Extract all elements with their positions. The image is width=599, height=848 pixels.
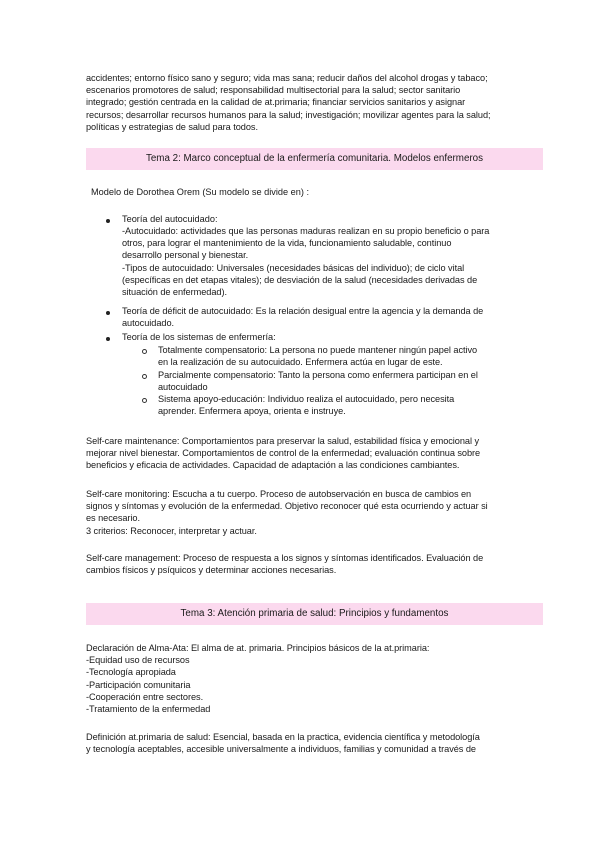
text-line: cambios físicos y psíquicos y determinar acciones necesarias. (86, 565, 337, 576)
list-item: -Tecnología apropiada (86, 667, 176, 678)
self-care-maintenance (86, 435, 526, 472)
text-line: situación de enfermedad). (122, 287, 227, 298)
text-line: recursos; desarrollar recursos humanos para la salud; investigación; movilizar agentes para la salud; (86, 109, 491, 120)
text-line: otros, para lograr el mantenimiento de la vida, funcionamiento saludable, continuo (122, 238, 452, 249)
list-item: -Participación comunitaria (86, 679, 191, 690)
text-line: Sistema apoyo-educación: Individuo realiza el autocuidado, pero necesita (158, 394, 455, 404)
text-line: integrado; gestión centrada en la calidad de at.primaria; financiar servicios sanitarios y asignar (86, 97, 466, 108)
text-line: en la realización de su autocuidado. Enfermera actúa en lugar de este. (158, 357, 443, 368)
sub-bullet-circle (142, 349, 147, 354)
subitem-support (158, 393, 528, 417)
text-line: Totalmente compensatorio: La persona no puede mantener ningún papel activo (158, 345, 478, 355)
text-line: signos y síntomas y evolución de la enfermedad. Objetivo reconocer qué esta ocurriendo y actuar si (86, 501, 488, 512)
sub-bullet-circle (142, 374, 147, 379)
text-line: Self-care maintenance: Comportamientos para preservar la salud, estabilidad física y emocional y (86, 436, 480, 446)
orem-model-heading: Modelo de Dorothea Orem (Su modelo se divide en) : (91, 187, 310, 197)
text-line: autocuidado (158, 382, 208, 393)
theory-nursing-systems-title: Teoría de los sistemas de enfermería: (122, 332, 276, 342)
intro-paragraph (86, 72, 514, 133)
text-line: es necesario. (86, 513, 140, 524)
text-line: escenarios promotores de salud; responsabilidad multisectorial para la salud; sector sanitario (86, 85, 461, 96)
text-line: Parcialmente compensatorio: Tanto la persona como enfermera participan en el (158, 370, 478, 380)
theory-self-care-title: Teoría del autocuidado: (122, 214, 218, 224)
text-line: Definición at.primaria de salud: Esencial, basada en la practica, evidencia científica y metodología (86, 732, 480, 742)
self-care-monitoring (86, 488, 526, 537)
alma-ata-declaration (86, 642, 526, 715)
sub-bullet-circle (142, 398, 147, 403)
bullet-dot (106, 337, 110, 341)
bullet-dot (106, 219, 110, 223)
text-line: beneficios y eficacia de actividades. Capacidad de adaptación a las condiciones cambiantes. (86, 460, 460, 471)
text-line: mejorar nivel bienestar. Comportamientos de control de la enfermedad; evaluación continua sobre (86, 448, 481, 459)
text-line: aprender. Enfermera apoya, orienta e instruye. (158, 406, 346, 417)
list-item: -Equidad uso de recursos (86, 655, 190, 666)
section-heading-tema2: Tema 2: Marco conceptual de la enfermería comunitaria. Modelos enfermeros (86, 148, 543, 170)
theory-deficit (122, 305, 522, 329)
theory-self-care-body (122, 225, 522, 298)
text-line: autocuidado. (122, 318, 175, 329)
list-item: -Cooperación entre sectores. (86, 691, 204, 702)
bullet-dot (106, 311, 110, 315)
text-line: -Tipos de autocuidado: Universales (necesidades básicas del individuo); de ciclo vital (122, 262, 465, 273)
list-item: -Tratamiento de la enfermedad (86, 704, 211, 715)
text-line: Self-care management: Proceso de respuesta a los signos y síntomas identificados. Evaluación de (86, 553, 484, 563)
text-line: desarrollo personal y bienestar. (122, 250, 249, 261)
text-line: Declaración de Alma-Ata: El alma de at. primaria. Principios básicos de la at.primaria: (86, 643, 430, 653)
subitem-partial (158, 369, 528, 393)
text-line: y tecnología aceptables, accesible universalmente a individuos, familias y comunidad a través de (86, 744, 476, 755)
subitem-total (158, 344, 528, 368)
text-line: políticas y estrategias de salud para todos. (86, 121, 258, 132)
text-line: Teoría de déficit de autocuidado: Es la relación desigual entre la agencia y la demanda de (122, 306, 484, 316)
text-line: -Autocuidado: actividades que las personas maduras realizan en su propio beneficio o para (122, 226, 490, 236)
text-line: accidentes; entorno físico sano y seguro; vida mas sana; reducir daños del alcohol drogas y tabaco; (86, 73, 488, 83)
primary-care-definition (86, 731, 526, 755)
section-heading-tema3: Tema 3: Atención primaria de salud: Principios y fundamentos (86, 603, 543, 625)
self-care-management (86, 552, 526, 576)
text-line: (específicas en det etapas vitales); de desviación de la salud (necesidades derivadas de (122, 274, 478, 285)
text-line: Self-care monitoring: Escucha a tu cuerpo. Proceso de autobservación en busca de cambios en (86, 489, 472, 499)
text-line: 3 criterios: Reconocer, interpretar y actuar. (86, 525, 257, 536)
